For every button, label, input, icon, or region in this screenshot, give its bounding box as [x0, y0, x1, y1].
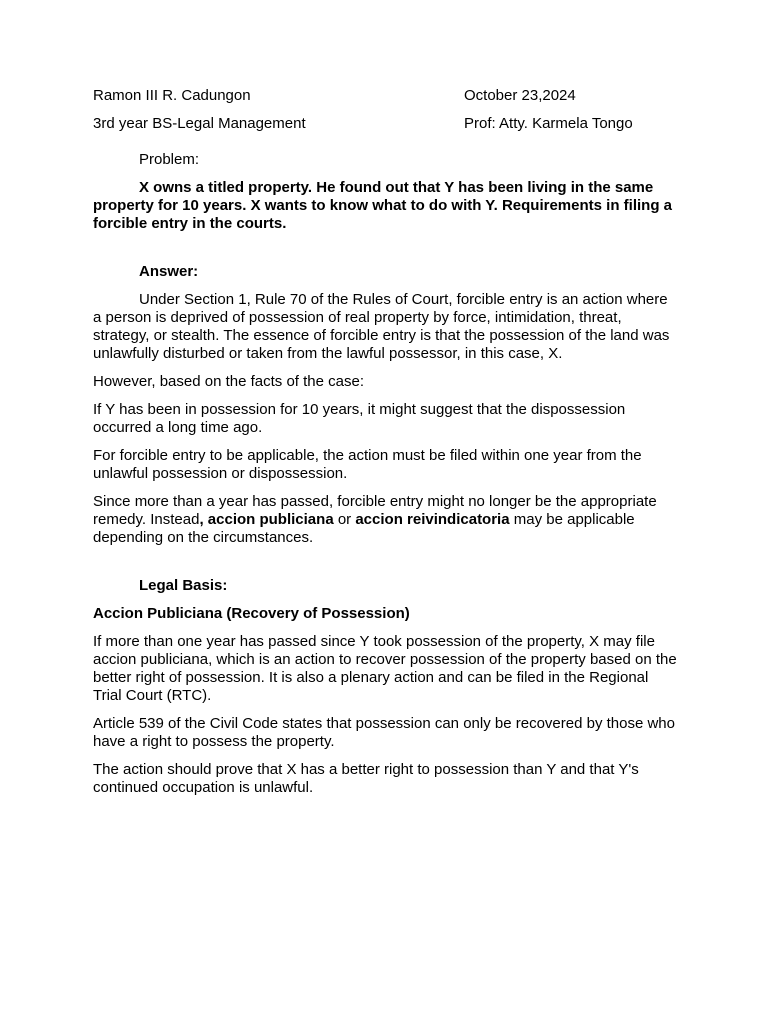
remedy-accion-publiciana: , accion publiciana: [199, 511, 334, 528]
header-row-2: [93, 115, 677, 133]
answer-intro: Under Section 1, Rule 70 of the Rules of Court, forcible entry is an action where a person is deprived of possession of real property by force, intimidation, threat, strategy, or stealth. The essence of forcible entry is that the possession of the land was unlawfully disturbed or taken from the lawful possessor, in this case, X.: [93, 291, 670, 362]
answer-facts-lead: However, based on the facts of the case:: [93, 373, 364, 390]
document-body: [93, 87, 677, 807]
legal-basis-para-2: Article 539 of the Civil Code states that possession can only be recovered by those who have a right to possess the property.: [93, 715, 675, 750]
problem-heading: Problem:: [139, 151, 200, 168]
problem-text: X owns a titled property. He found out that Y has been living in the same property for 10 years. X wants to know what to do with Y. Requirements in filing a forcible entry in the courts.: [93, 179, 672, 232]
legal-basis-heading: Legal Basis:: [139, 577, 228, 594]
course-name: 3rd year BS-Legal Management: [93, 115, 306, 132]
legal-basis-para-1: If more than one year has passed since Y took possession of the property, X may file accion publiciana, which is an action to recover possession of the property based on the better right of possession. It is also a plenary action and can be filed in the Regional Trial Court (RTC).: [93, 633, 677, 704]
legal-basis-subheading: Accion Publiciana (Recovery of Possession): [93, 605, 410, 622]
header-row-1: [93, 87, 677, 105]
professor-name: Prof: Atty. Karmela Tongo: [464, 115, 633, 132]
remedy-text-3: may be applicable depending on the circumstances.: [93, 511, 635, 546]
answer-fact-2: For forcible entry to be applicable, the action must be filed within one year from the unlawful possession or dispossession.: [93, 447, 642, 482]
remedy-accion-reivindicatoria: accion reivindicatoria: [355, 511, 510, 528]
answer-heading: Answer:: [139, 263, 199, 280]
author-name: Ramon III R. Cadungon: [93, 87, 251, 104]
remedy-text-1: Since more than a year has passed, forcible entry might no longer be the appropriate remedy. Instead: [93, 493, 657, 528]
legal-basis-para-3: The action should prove that X has a better right to possession than Y and that Y's continued occupation is unlawful.: [93, 761, 639, 796]
answer-remedy: [93, 493, 677, 547]
remedy-text-2: or: [333, 511, 356, 528]
answer-fact-1: If Y has been in possession for 10 years, it might suggest that the dispossession occurred a long time ago.: [93, 401, 626, 436]
document-date: October 23,2024: [464, 87, 576, 104]
